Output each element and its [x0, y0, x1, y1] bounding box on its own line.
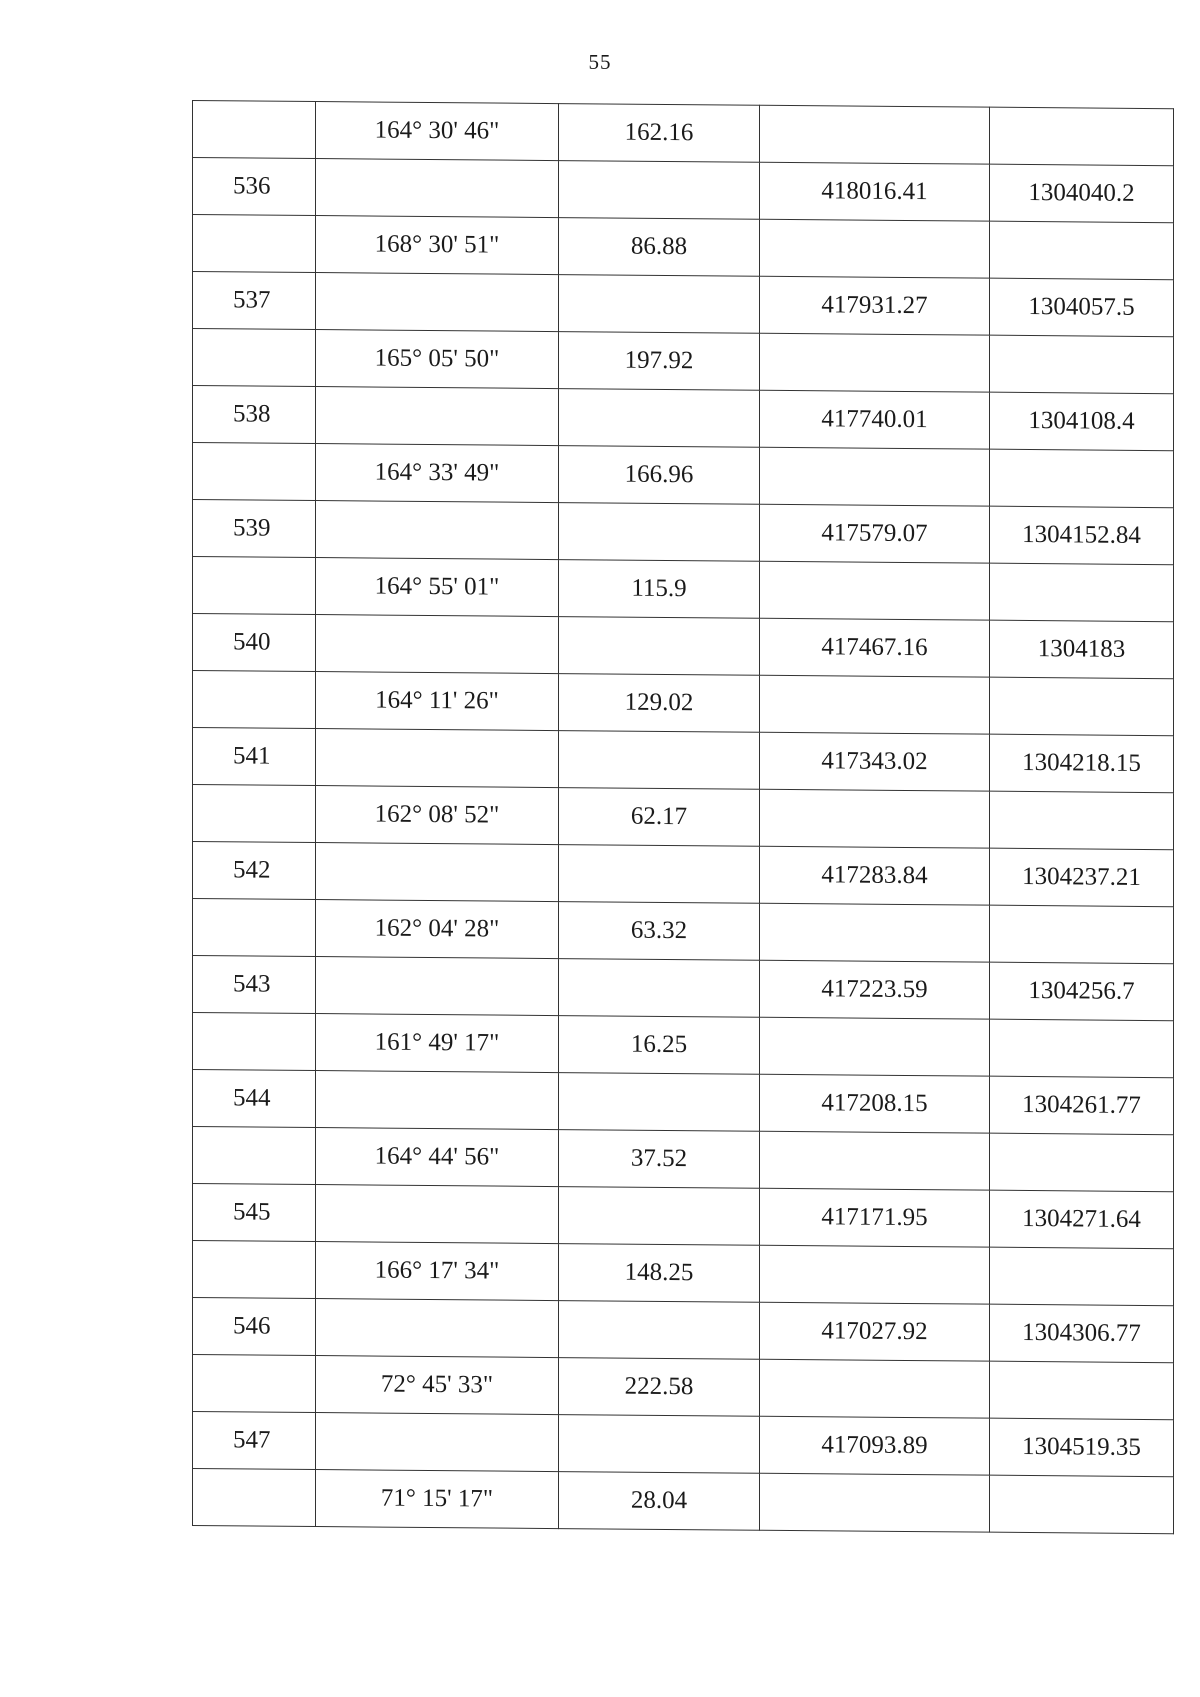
station-row — [193, 614, 1174, 679]
northing-cell — [760, 1473, 990, 1532]
bearing-cell — [316, 1185, 559, 1244]
survey-table-body — [193, 101, 1174, 1534]
easting-cell — [990, 1247, 1174, 1306]
bearing-cell: 166° 17' 34" — [316, 1242, 559, 1301]
distance-cell: 63.32 — [559, 902, 760, 961]
point-cell: 537 — [193, 272, 316, 330]
bearing-cell — [316, 273, 559, 332]
point-cell: 547 — [193, 1412, 316, 1470]
northing-cell: 417579.07 — [760, 504, 990, 563]
distance-cell — [559, 503, 760, 562]
leg-row — [193, 1241, 1174, 1306]
northing-cell — [760, 675, 990, 734]
distance-cell — [559, 959, 760, 1018]
distance-cell — [559, 1415, 760, 1474]
point-cell: 546 — [193, 1298, 316, 1356]
distance-cell: 115.9 — [559, 560, 760, 619]
distance-cell — [559, 161, 760, 220]
leg-row — [193, 671, 1174, 736]
distance-cell: 28.04 — [559, 1472, 760, 1531]
northing-cell — [760, 903, 990, 962]
station-row — [193, 1184, 1174, 1249]
northing-cell — [760, 1359, 990, 1418]
station-row — [193, 728, 1174, 793]
point-cell — [193, 671, 316, 729]
leg-row — [193, 1355, 1174, 1420]
easting-cell — [990, 1475, 1174, 1534]
station-row — [193, 1298, 1174, 1363]
distance-cell — [559, 275, 760, 334]
northing-cell — [760, 447, 990, 506]
easting-cell — [990, 1361, 1174, 1420]
distance-cell: 166.96 — [559, 446, 760, 505]
northing-cell: 417467.16 — [760, 618, 990, 677]
leg-row — [193, 557, 1174, 622]
bearing-cell — [316, 729, 559, 788]
bearing-cell — [316, 501, 559, 560]
distance-cell: 16.25 — [559, 1016, 760, 1075]
station-row — [193, 272, 1174, 337]
distance-cell: 162.16 — [559, 104, 760, 163]
point-cell: 539 — [193, 500, 316, 558]
station-row — [193, 956, 1174, 1021]
distance-cell: 86.88 — [559, 218, 760, 277]
easting-cell: 1304218.15 — [990, 734, 1174, 793]
easting-cell: 1304237.21 — [990, 848, 1174, 907]
distance-cell: 62.17 — [559, 788, 760, 847]
leg-row — [193, 785, 1174, 850]
distance-cell — [559, 1187, 760, 1246]
easting-cell: 1304152.84 — [990, 506, 1174, 565]
northing-cell — [760, 1017, 990, 1076]
easting-cell — [990, 449, 1174, 508]
point-cell — [193, 101, 316, 159]
bearing-cell: 164° 44' 56" — [316, 1128, 559, 1187]
distance-cell: 37.52 — [559, 1130, 760, 1189]
easting-cell — [990, 791, 1174, 850]
point-cell — [193, 1241, 316, 1299]
bearing-cell — [316, 1299, 559, 1358]
easting-cell: 1304306.77 — [990, 1304, 1174, 1363]
bearing-cell: 164° 11' 26" — [316, 672, 559, 731]
point-cell: 545 — [193, 1184, 316, 1242]
distance-cell — [559, 617, 760, 676]
easting-cell: 1304040.2 — [990, 164, 1174, 223]
bearing-cell: 72° 45' 33" — [316, 1356, 559, 1415]
northing-cell: 417223.59 — [760, 960, 990, 1019]
point-cell — [193, 1127, 316, 1185]
northing-cell: 417931.27 — [760, 276, 990, 335]
northing-cell — [760, 1245, 990, 1304]
page-number: 55 — [588, 50, 612, 74]
point-cell — [193, 785, 316, 843]
point-cell — [193, 1469, 316, 1527]
bearing-cell: 164° 55' 01" — [316, 558, 559, 617]
easting-cell: 1304256.7 — [990, 962, 1174, 1021]
distance-cell — [559, 389, 760, 448]
distance-cell — [559, 1301, 760, 1360]
point-cell — [193, 1013, 316, 1071]
northing-cell — [760, 219, 990, 278]
point-cell: 536 — [193, 158, 316, 216]
survey-coordinates-table — [192, 100, 1174, 1534]
bearing-cell: 161° 49' 17" — [316, 1014, 559, 1073]
bearing-cell: 168° 30' 51" — [316, 216, 559, 275]
bearing-cell — [316, 1071, 559, 1130]
station-row — [193, 842, 1174, 907]
bearing-cell — [316, 387, 559, 446]
northing-cell — [760, 105, 990, 164]
easting-cell: 1304519.35 — [990, 1418, 1174, 1477]
point-cell — [193, 557, 316, 615]
bearing-cell — [316, 615, 559, 674]
point-cell: 540 — [193, 614, 316, 672]
northing-cell: 417171.95 — [760, 1188, 990, 1247]
point-cell — [193, 329, 316, 387]
distance-cell — [559, 1073, 760, 1132]
easting-cell — [990, 563, 1174, 622]
bearing-cell: 162° 08' 52" — [316, 786, 559, 845]
leg-row — [193, 1469, 1174, 1534]
distance-cell — [559, 731, 760, 790]
station-row — [193, 1412, 1174, 1477]
easting-cell — [990, 1019, 1174, 1078]
distance-cell: 222.58 — [559, 1358, 760, 1417]
easting-cell — [990, 221, 1174, 280]
bearing-cell: 164° 33' 49" — [316, 444, 559, 503]
leg-row — [193, 899, 1174, 964]
easting-cell — [990, 1133, 1174, 1192]
bearing-cell: 162° 04' 28" — [316, 900, 559, 959]
northing-cell: 417208.15 — [760, 1074, 990, 1133]
northing-cell — [760, 789, 990, 848]
easting-cell: 1304261.77 — [990, 1076, 1174, 1135]
northing-cell: 417740.01 — [760, 390, 990, 449]
easting-cell: 1304183 — [990, 620, 1174, 679]
station-row — [193, 1070, 1174, 1135]
point-cell: 541 — [193, 728, 316, 786]
bearing-cell — [316, 1413, 559, 1472]
northing-cell: 417343.02 — [760, 732, 990, 791]
bearing-cell — [316, 843, 559, 902]
northing-cell: 417027.92 — [760, 1302, 990, 1361]
easting-cell — [990, 677, 1174, 736]
bearing-cell: 71° 15' 17" — [316, 1470, 559, 1529]
leg-row — [193, 329, 1174, 394]
bearing-cell — [316, 957, 559, 1016]
point-cell: 542 — [193, 842, 316, 900]
easting-cell: 1304271.64 — [990, 1190, 1174, 1249]
northing-cell: 418016.41 — [760, 162, 990, 221]
point-cell — [193, 215, 316, 273]
point-cell: 543 — [193, 956, 316, 1014]
bearing-cell: 164° 30' 46" — [316, 102, 559, 161]
leg-row — [193, 215, 1174, 280]
northing-cell: 417283.84 — [760, 846, 990, 905]
leg-row — [193, 443, 1174, 508]
distance-cell: 197.92 — [559, 332, 760, 391]
easting-cell: 1304057.5 — [990, 278, 1174, 337]
easting-cell — [990, 335, 1174, 394]
distance-cell: 129.02 — [559, 674, 760, 733]
point-cell — [193, 899, 316, 957]
easting-cell — [990, 107, 1174, 166]
easting-cell — [990, 905, 1174, 964]
station-row — [193, 386, 1174, 451]
bearing-cell: 165° 05' 50" — [316, 330, 559, 389]
northing-cell — [760, 561, 990, 620]
point-cell — [193, 1355, 316, 1413]
leg-row — [193, 101, 1174, 166]
bearing-cell — [316, 159, 559, 218]
leg-row — [193, 1013, 1174, 1078]
northing-cell: 417093.89 — [760, 1416, 990, 1475]
northing-cell — [760, 1131, 990, 1190]
point-cell — [193, 443, 316, 501]
distance-cell: 148.25 — [559, 1244, 760, 1303]
distance-cell — [559, 845, 760, 904]
point-cell: 538 — [193, 386, 316, 444]
station-row — [193, 500, 1174, 565]
point-cell: 544 — [193, 1070, 316, 1128]
northing-cell — [760, 333, 990, 392]
leg-row — [193, 1127, 1174, 1192]
easting-cell: 1304108.4 — [990, 392, 1174, 451]
station-row — [193, 158, 1174, 223]
